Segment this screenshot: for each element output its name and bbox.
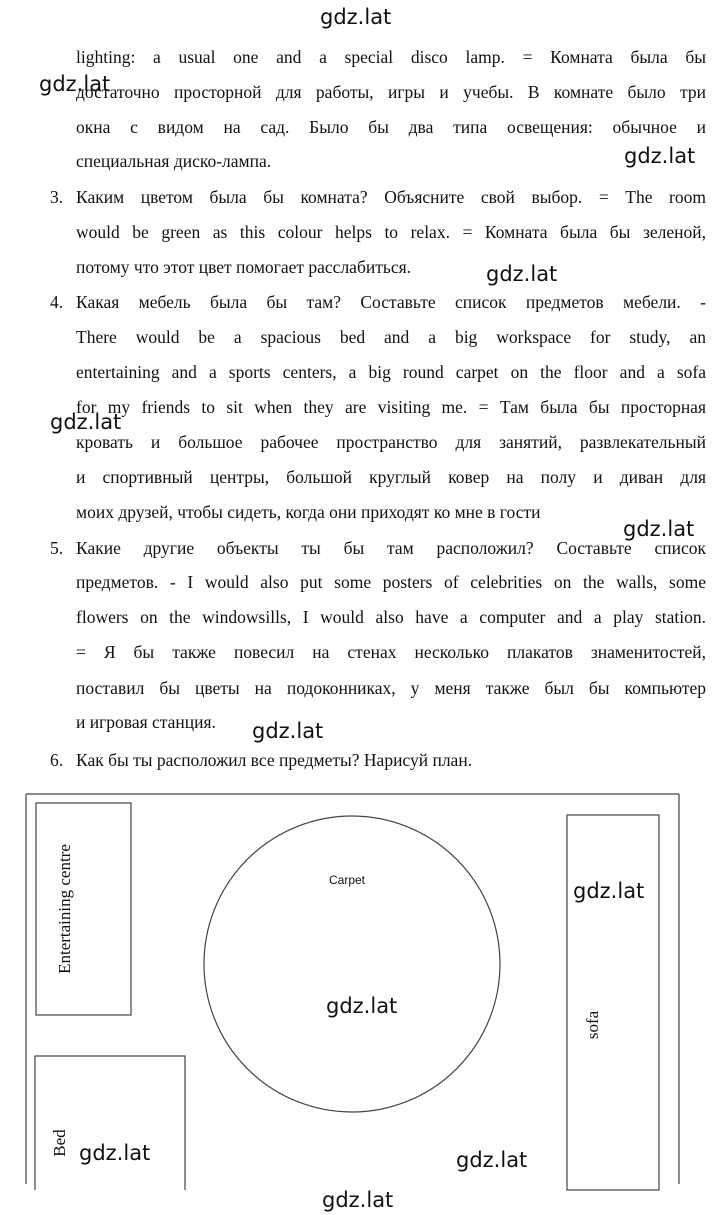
watermark: gdz.lat xyxy=(573,879,645,903)
item-number: 5. xyxy=(50,538,64,558)
sofa-label: sofa xyxy=(583,1010,602,1040)
text-line: достаточно просторной для работы, игры и учебы. В комнате было три xyxy=(76,82,706,102)
entertaining-centre-label: Entertaining centre xyxy=(55,844,74,974)
text-line: lighting: a usual one and a special disco lamp. = Комната была бы xyxy=(76,47,706,67)
carpet-label: Carpet xyxy=(329,873,366,887)
text-line: = Я бы также повесил на стенах несколько плакатов знаменитостей, xyxy=(76,642,706,662)
text-line: предметов. - I would also put some posters of celebrities on the walls, some xyxy=(76,572,706,592)
text-line: поставил бы цветы на подоконниках, у меня также был бы компьютер xyxy=(76,678,706,698)
text-line: окна с видом на сад. Было бы два типа освещения: обычное и xyxy=(76,117,706,137)
text-line: would be green as this colour helps to relax. = Комната была бы зеленой, xyxy=(76,222,706,242)
entertaining-centre-rect xyxy=(36,803,131,1015)
watermark: gdz.lat xyxy=(320,5,392,29)
item-number: 6. xyxy=(50,750,64,770)
carpet-circle xyxy=(204,816,500,1112)
watermark: gdz.lat xyxy=(79,1141,151,1165)
watermark: gdz.lat xyxy=(486,262,558,286)
sofa-rect xyxy=(567,815,659,1190)
text-line: кровать и большое рабочее пространство для занятий, развлекательный xyxy=(76,432,706,452)
text-line: Как бы ты расположил все предметы? Нарисуй план. xyxy=(76,750,473,770)
text-line: There would be a spacious bed and a big workspace for study, an xyxy=(76,327,706,347)
text-line: специальная диско-лампа. xyxy=(76,151,272,171)
text-line: entertaining and a sports centers, a big round carpet on the floor and a sofa xyxy=(76,362,706,382)
watermark: gdz.lat xyxy=(50,410,122,434)
text-line: flowers on the windowsills, I would also have a computer and a play station. xyxy=(76,607,706,627)
watermark: gdz.lat xyxy=(624,144,696,168)
text-line: Каким цветом была бы комната? Объясните свой выбор. = The room xyxy=(76,187,706,207)
text-line: потому что этот цвет помогает расслабиться. xyxy=(76,257,412,277)
text-line: моих друзей, чтобы сидеть, когда они приходят ко мне в гости xyxy=(76,502,541,522)
item-number: 4. xyxy=(50,292,64,312)
watermark: gdz.lat xyxy=(39,72,111,96)
text-line: Какие другие объекты ты бы там расположил? Составьте список xyxy=(76,538,706,558)
watermark: gdz.lat xyxy=(252,719,324,743)
text-line: for my friends to sit when they are visiting me. = Там была бы просторная xyxy=(76,397,706,417)
bed-label: Bed xyxy=(50,1129,69,1157)
text-line: и спортивный центры, большой круглый ковер на полу и диван для xyxy=(76,467,706,487)
watermark: gdz.lat xyxy=(322,1188,394,1212)
watermark: gdz.lat xyxy=(456,1148,528,1172)
text-line: Какая мебель была бы там? Составьте список предметов мебели. - xyxy=(76,292,706,312)
text-line: и игровая станция. xyxy=(76,712,216,732)
watermark: gdz.lat xyxy=(623,517,695,541)
item-number: 3. xyxy=(50,187,64,207)
watermark: gdz.lat xyxy=(326,994,398,1018)
